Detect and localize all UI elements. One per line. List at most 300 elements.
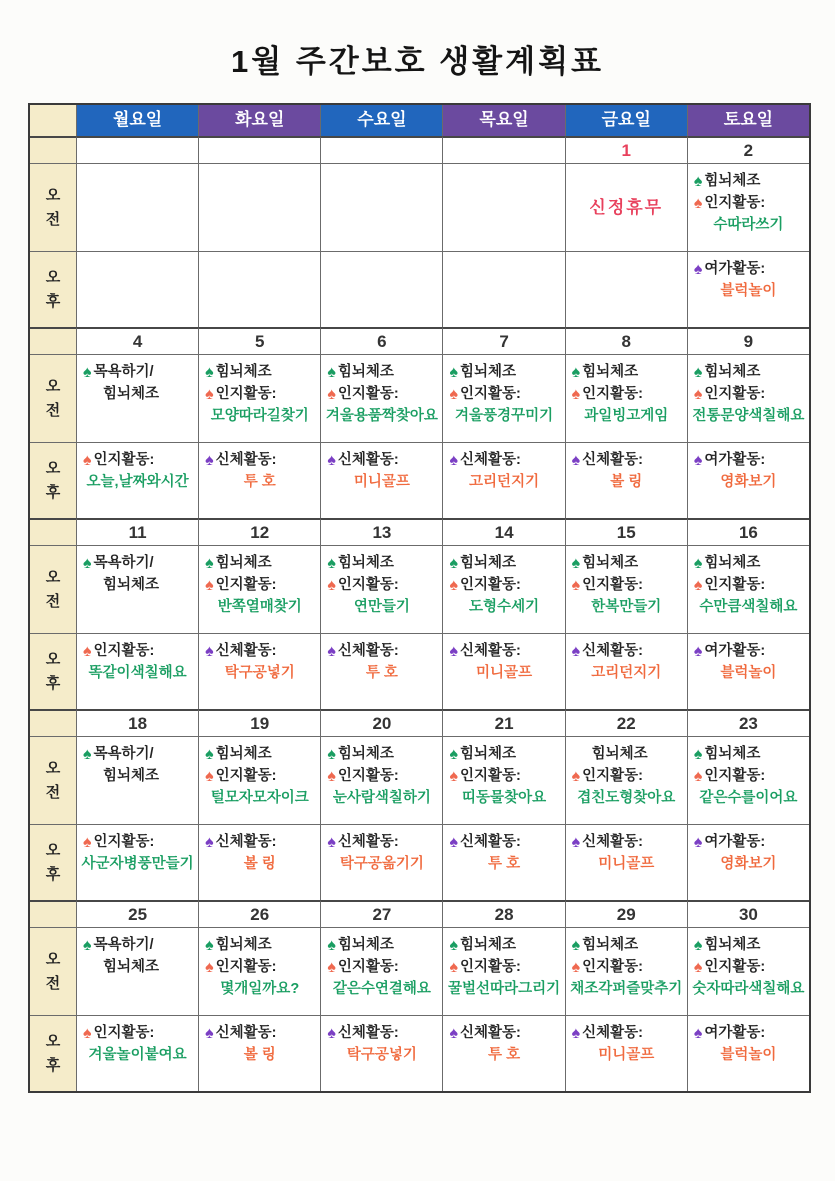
activity-text: 탁구공넣기 xyxy=(346,1046,417,1063)
activity-line xyxy=(688,663,809,685)
spade-orange-icon: ♠ xyxy=(327,385,336,403)
activity-line xyxy=(321,854,442,876)
activity-text: 신체활동: xyxy=(215,1025,277,1041)
activity-text: 수따라쓰기 xyxy=(713,216,784,233)
date-cell: 7 xyxy=(442,327,564,354)
schedule-cell-afternoon xyxy=(442,442,564,518)
activity-line xyxy=(321,1045,442,1067)
activity-line xyxy=(566,744,687,766)
day-header-4: 목요일 xyxy=(442,105,564,136)
spade-green-icon: ♠ xyxy=(693,936,703,954)
activity-line xyxy=(321,766,442,788)
spade-orange-icon: ♠ xyxy=(205,767,214,785)
activity-text: 볼 링 xyxy=(243,855,276,872)
activity-line xyxy=(199,472,320,494)
activity-text: 미니골프 xyxy=(353,473,410,490)
activity-line xyxy=(443,450,564,472)
activity-text: 여가활동: xyxy=(704,261,766,277)
spade-green-icon: ♠ xyxy=(327,745,336,763)
activity-text: 띠동물찾아요 xyxy=(462,789,547,806)
activity-text: 신체활동: xyxy=(459,452,521,468)
activity-line xyxy=(199,935,320,957)
spade-orange-icon: ♠ xyxy=(571,576,581,594)
activity-line xyxy=(443,957,564,979)
activity-line xyxy=(688,384,809,406)
activity-text: 도형수세기 xyxy=(469,598,540,615)
activity-line xyxy=(77,744,198,766)
activity-line xyxy=(199,957,320,979)
activity-text: 모양따라길찾기 xyxy=(210,407,309,424)
corner-cell xyxy=(30,105,76,136)
date-cell: 26 xyxy=(198,900,320,927)
schedule-cell-afternoon xyxy=(687,633,809,709)
activity-line xyxy=(566,597,687,619)
spade-purple-icon: ♠ xyxy=(571,642,581,660)
spade-green-icon: ♠ xyxy=(693,554,703,572)
spade-green-icon: ♠ xyxy=(83,363,92,381)
schedule-cell-morning xyxy=(687,163,809,251)
activity-line xyxy=(321,362,442,384)
spade-purple-icon: ♠ xyxy=(205,642,214,660)
activity-line xyxy=(199,641,320,663)
activity-text: 인지활동: xyxy=(93,834,155,850)
date-cell: 28 xyxy=(442,900,564,927)
activity-line xyxy=(77,575,198,597)
activity-text: 투 호 xyxy=(488,1046,521,1063)
activity-text: 인지활동: xyxy=(215,385,277,402)
schedule-cell-morning xyxy=(565,354,687,442)
activity-line xyxy=(199,406,320,428)
activity-line xyxy=(77,935,198,957)
date-cell: 19 xyxy=(198,709,320,736)
activity-text: 수만큼색칠해요 xyxy=(699,598,798,615)
schedule-cell-afternoon xyxy=(76,633,198,709)
activity-text: 힘뇌체조 xyxy=(704,173,761,189)
activity-text: 꿀벌선따라그리기 xyxy=(448,980,561,997)
activity-text: 미니골프 xyxy=(598,1046,655,1063)
activity-line xyxy=(688,744,809,766)
activity-line xyxy=(688,641,809,663)
activity-text: 힘뇌체조 xyxy=(337,746,394,762)
spade-green-icon: ♠ xyxy=(205,363,214,381)
activity-text: 힘뇌체조 xyxy=(337,364,394,380)
activity-line xyxy=(688,788,809,810)
schedule-cell-afternoon xyxy=(565,442,687,518)
spade-green-icon: ♠ xyxy=(83,745,92,763)
activity-text: 인지활동: xyxy=(337,385,399,402)
activity-text: 인지활동: xyxy=(582,385,644,402)
activity-line xyxy=(443,766,564,788)
activity-text: 신체활동: xyxy=(337,452,399,468)
row-label-afternoon: 오 후 xyxy=(30,633,76,709)
activity-line xyxy=(443,384,564,406)
activity-text: 인지활동: xyxy=(215,958,277,975)
activity-line xyxy=(688,362,809,384)
schedule-cell-morning xyxy=(198,163,320,251)
activity-line xyxy=(321,979,442,1001)
date-cell: 2 xyxy=(687,136,809,163)
activity-line xyxy=(566,1045,687,1067)
schedule-cell-morning xyxy=(442,545,564,633)
afternoon-row-week-5 xyxy=(30,1015,809,1091)
activity-line xyxy=(688,171,809,193)
spade-orange-icon: ♠ xyxy=(449,958,458,976)
schedule-table xyxy=(28,103,811,1093)
activity-text: 똑같이색칠해요 xyxy=(88,664,187,681)
activity-line xyxy=(321,663,442,685)
activity-text: 인지활동: xyxy=(459,385,521,402)
spade-orange-icon: ♠ xyxy=(571,767,581,785)
schedule-cell-afternoon xyxy=(320,251,442,327)
activity-text: 힘뇌체조 xyxy=(337,555,394,571)
date-row-week-3 xyxy=(30,518,809,545)
activity-text: 볼 링 xyxy=(610,473,643,490)
spade-orange-icon: ♠ xyxy=(83,1024,92,1042)
activity-text: 힘뇌체조 xyxy=(103,576,160,593)
activity-line xyxy=(566,935,687,957)
date-cell: 11 xyxy=(76,518,198,545)
activity-text: 고리던지기 xyxy=(591,664,662,681)
activity-text: 인지활동: xyxy=(215,767,277,784)
activity-text: 인지활동: xyxy=(582,767,644,784)
activity-line xyxy=(443,553,564,575)
schedule-cell-afternoon xyxy=(687,251,809,327)
activity-line xyxy=(688,553,809,575)
schedule-cell-morning xyxy=(198,354,320,442)
activity-line xyxy=(443,1023,564,1045)
activity-text: 힘뇌체조 xyxy=(582,555,639,571)
date-cell: 13 xyxy=(320,518,442,545)
activity-line xyxy=(199,384,320,406)
activity-text: 힘뇌체조 xyxy=(215,364,272,380)
activity-line xyxy=(77,553,198,575)
schedule-cell-morning xyxy=(687,545,809,633)
activity-line xyxy=(199,362,320,384)
activity-line xyxy=(688,406,809,428)
date-cell: 6 xyxy=(320,327,442,354)
activity-text: 영화보기 xyxy=(720,473,777,490)
activity-text: 신체활동: xyxy=(215,643,277,659)
spade-purple-icon: ♠ xyxy=(327,642,336,660)
activity-text: 힘뇌체조 xyxy=(459,364,517,380)
activity-line xyxy=(443,979,564,1001)
spade-green-icon: ♠ xyxy=(205,554,214,572)
spade-orange-icon: ♠ xyxy=(83,642,92,660)
activity-line xyxy=(443,663,564,685)
row-label-afternoon: 오 후 xyxy=(30,442,76,518)
activity-line xyxy=(321,957,442,979)
activity-line xyxy=(77,766,198,788)
activity-line xyxy=(77,472,198,494)
day-header-2: 화요일 xyxy=(198,105,320,136)
spade-green-icon: ♠ xyxy=(571,936,581,954)
activity-text: 투 호 xyxy=(488,855,521,872)
activity-text: 인지활동: xyxy=(337,576,399,593)
activity-text: 힘뇌체조 xyxy=(103,767,160,784)
activity-text: 반쪽열매찾기 xyxy=(217,598,302,615)
activity-line xyxy=(688,597,809,619)
activity-text: 인지활동: xyxy=(337,767,399,784)
schedule-cell-morning xyxy=(198,736,320,824)
activity-text: 여가활동: xyxy=(704,452,766,468)
activity-text: 인지활동: xyxy=(704,576,766,593)
schedule-cell-afternoon xyxy=(320,442,442,518)
activity-line xyxy=(77,957,198,979)
spade-orange-icon: ♠ xyxy=(571,958,581,976)
activity-text: 전통문양색칠해요 xyxy=(692,407,805,424)
activity-text: 신정휴무 xyxy=(589,197,664,217)
schedule-cell-afternoon xyxy=(565,1015,687,1091)
schedule-cell-afternoon xyxy=(442,824,564,900)
date-cell: 29 xyxy=(565,900,687,927)
activity-line xyxy=(443,1045,564,1067)
activity-line xyxy=(321,597,442,619)
spade-orange-icon: ♠ xyxy=(693,767,703,785)
activity-text: 인지활동: xyxy=(337,958,399,975)
activity-line xyxy=(77,1023,198,1045)
spade-green-icon: ♠ xyxy=(205,936,214,954)
activity-line xyxy=(566,766,687,788)
activity-text: 채조각퍼즐맞추기 xyxy=(570,980,683,997)
activity-text: 인지활동: xyxy=(459,958,521,975)
schedule-cell-morning xyxy=(565,545,687,633)
activity-text: 목욕하기/ xyxy=(93,555,154,571)
spade-orange-icon: ♠ xyxy=(327,958,336,976)
morning-row-week-4 xyxy=(30,736,809,824)
activity-line xyxy=(77,663,198,685)
spade-green-icon: ♠ xyxy=(693,363,703,381)
activity-line xyxy=(199,1045,320,1067)
activity-line xyxy=(443,854,564,876)
date-row-label-cell xyxy=(30,518,76,545)
row-label-morning: 오 전 xyxy=(30,163,76,251)
activity-line xyxy=(443,641,564,663)
row-label-morning: 오 전 xyxy=(30,927,76,1015)
schedule-cell-morning xyxy=(565,163,687,251)
activity-text: 신체활동: xyxy=(337,834,399,850)
activity-text: 인지활동: xyxy=(459,576,521,593)
spade-purple-icon: ♠ xyxy=(571,833,581,851)
spade-green-icon: ♠ xyxy=(571,554,581,572)
activity-line xyxy=(688,472,809,494)
activity-line xyxy=(443,575,564,597)
row-label-morning: 오 전 xyxy=(30,545,76,633)
activity-line xyxy=(566,362,687,384)
schedule-cell-morning xyxy=(565,927,687,1015)
activity-text: 신체활동: xyxy=(582,643,644,659)
spade-purple-icon: ♠ xyxy=(449,642,458,660)
activity-line xyxy=(199,663,320,685)
activity-text: 여가활동: xyxy=(704,643,766,659)
row-label-morning: 오 전 xyxy=(30,736,76,824)
activity-line xyxy=(566,1023,687,1045)
date-cell: 18 xyxy=(76,709,198,736)
activity-line xyxy=(199,450,320,472)
activity-text: 오늘,날짜와시간 xyxy=(86,473,189,490)
activity-text: 사군자병풍만들기 xyxy=(81,855,194,872)
schedule-cell-morning xyxy=(76,354,198,442)
date-cell: 22 xyxy=(565,709,687,736)
activity-text: 숫자따라색칠해요 xyxy=(692,980,805,997)
activity-line xyxy=(566,195,687,221)
spade-purple-icon: ♠ xyxy=(205,833,214,851)
date-cell: 16 xyxy=(687,518,809,545)
activity-line xyxy=(321,450,442,472)
activity-text: 겨울놀이붙여요 xyxy=(88,1046,187,1063)
spade-green-icon: ♠ xyxy=(449,745,458,763)
spade-purple-icon: ♠ xyxy=(571,451,581,469)
spade-green-icon: ♠ xyxy=(449,936,458,954)
activity-line xyxy=(199,1023,320,1045)
weekday-header-row xyxy=(30,105,809,136)
spade-purple-icon: ♠ xyxy=(571,1024,581,1042)
activity-text: 투 호 xyxy=(243,473,276,490)
schedule-cell-morning xyxy=(320,927,442,1015)
date-cell xyxy=(442,136,564,163)
spade-purple-icon: ♠ xyxy=(693,1024,703,1042)
activity-text: 눈사람색칠하기 xyxy=(332,789,431,806)
schedule-cell-afternoon xyxy=(687,824,809,900)
activity-text: 신체활동: xyxy=(582,834,644,850)
activity-line xyxy=(77,641,198,663)
spade-orange-icon: ♠ xyxy=(83,833,92,851)
activity-line xyxy=(199,788,320,810)
schedule-cell-morning xyxy=(198,545,320,633)
spade-orange-icon: ♠ xyxy=(205,385,214,403)
activity-text: 블럭놀이 xyxy=(720,1046,777,1063)
activity-line xyxy=(443,744,564,766)
date-row-week-2 xyxy=(30,327,809,354)
activity-line xyxy=(77,854,198,876)
date-cell: 12 xyxy=(198,518,320,545)
activity-text: 힘뇌체조 xyxy=(337,937,394,953)
activity-text: 인지활동: xyxy=(215,576,277,593)
date-cell: 8 xyxy=(565,327,687,354)
schedule-cell-morning xyxy=(320,354,442,442)
activity-text: 목욕하기/ xyxy=(93,937,154,953)
row-label-afternoon: 오 후 xyxy=(30,1015,76,1091)
schedule-cell-morning xyxy=(687,736,809,824)
activity-line xyxy=(199,575,320,597)
schedule-cell-afternoon xyxy=(442,1015,564,1091)
activity-text: 신체활동: xyxy=(215,452,277,468)
spade-green-icon: ♠ xyxy=(205,745,214,763)
day-header-1: 월요일 xyxy=(76,105,198,136)
schedule-cell-afternoon xyxy=(442,251,564,327)
activity-text: 신체활동: xyxy=(582,452,644,468)
spade-green-icon: ♠ xyxy=(327,363,336,381)
activity-line xyxy=(566,788,687,810)
schedule-cell-morning xyxy=(320,736,442,824)
schedule-cell-afternoon xyxy=(687,1015,809,1091)
activity-text: 탁구공넣기 xyxy=(224,664,295,681)
spade-purple-icon: ♠ xyxy=(449,451,458,469)
activity-text: 탁구공옮기기 xyxy=(339,855,424,872)
schedule-cell-afternoon xyxy=(320,1015,442,1091)
activity-text: 같은수를이어요 xyxy=(699,789,798,806)
activity-text: 힘뇌체조 xyxy=(103,385,160,402)
activity-line xyxy=(566,406,687,428)
activity-line xyxy=(566,553,687,575)
day-header-5: 금요일 xyxy=(565,105,687,136)
spade-purple-icon: ♠ xyxy=(693,642,703,660)
spade-green-icon: ♠ xyxy=(83,554,92,572)
activity-text: 인지활동: xyxy=(582,958,644,975)
activity-text: 목욕하기/ xyxy=(93,746,154,762)
spade-orange-icon: ♠ xyxy=(571,385,581,403)
activity-text: 신체활동: xyxy=(337,1025,399,1041)
day-header-3: 수요일 xyxy=(320,105,442,136)
activity-text: 힘뇌체조 xyxy=(459,937,517,953)
activity-text: 블럭놀이 xyxy=(720,664,777,681)
activity-text: 털모자모자이크 xyxy=(210,789,309,806)
date-cell xyxy=(76,136,198,163)
activity-text: 연만들기 xyxy=(353,598,410,615)
row-label-afternoon: 오 후 xyxy=(30,824,76,900)
activity-line xyxy=(566,641,687,663)
activity-text: 인지활동: xyxy=(93,1025,155,1041)
activity-text: 인지활동: xyxy=(459,767,521,784)
spade-purple-icon: ♠ xyxy=(693,260,703,278)
day-header-6: 토요일 xyxy=(687,105,809,136)
schedule-cell-afternoon xyxy=(198,251,320,327)
date-cell: 25 xyxy=(76,900,198,927)
activity-line xyxy=(566,450,687,472)
activity-text: 영화보기 xyxy=(720,855,777,872)
activity-line xyxy=(321,1023,442,1045)
activity-text: 신체활동: xyxy=(337,643,399,659)
activity-text: 과일빙고게임 xyxy=(584,407,669,424)
activity-line xyxy=(688,259,809,281)
spade-orange-icon: ♠ xyxy=(693,576,703,594)
date-cell: 4 xyxy=(76,327,198,354)
activity-text: 힘뇌체조 xyxy=(459,555,517,571)
activity-line xyxy=(77,1045,198,1067)
date-row-label-cell xyxy=(30,327,76,354)
activity-line xyxy=(566,384,687,406)
morning-row-week-3 xyxy=(30,545,809,633)
spade-orange-icon: ♠ xyxy=(327,767,336,785)
afternoon-row-week-2 xyxy=(30,442,809,518)
schedule-cell-afternoon xyxy=(198,1015,320,1091)
activity-text: 인지활동: xyxy=(582,576,644,593)
schedule-cell-afternoon xyxy=(76,251,198,327)
activity-line xyxy=(566,472,687,494)
spade-orange-icon: ♠ xyxy=(693,958,703,976)
activity-text: 인지활동: xyxy=(704,385,766,402)
date-cell: 15 xyxy=(565,518,687,545)
activity-text: 신체활동: xyxy=(215,834,277,850)
activity-line xyxy=(688,281,809,303)
activity-text: 힘뇌체조 xyxy=(582,364,639,380)
date-cell: 14 xyxy=(442,518,564,545)
date-cell: 27 xyxy=(320,900,442,927)
activity-line xyxy=(688,935,809,957)
spade-orange-icon: ♠ xyxy=(327,576,336,594)
schedule-cell-morning xyxy=(687,354,809,442)
schedule-cell-morning xyxy=(76,736,198,824)
schedule-cell-afternoon xyxy=(687,442,809,518)
activity-line xyxy=(77,362,198,384)
spade-purple-icon: ♠ xyxy=(693,451,703,469)
activity-text: 겨울풍경꾸미기 xyxy=(455,407,554,424)
activity-text: 투 호 xyxy=(365,664,398,681)
activity-line xyxy=(199,553,320,575)
schedule-cell-morning xyxy=(442,736,564,824)
schedule-cell-afternoon xyxy=(76,442,198,518)
spade-green-icon: ♠ xyxy=(327,936,336,954)
schedule-cell-afternoon xyxy=(198,633,320,709)
